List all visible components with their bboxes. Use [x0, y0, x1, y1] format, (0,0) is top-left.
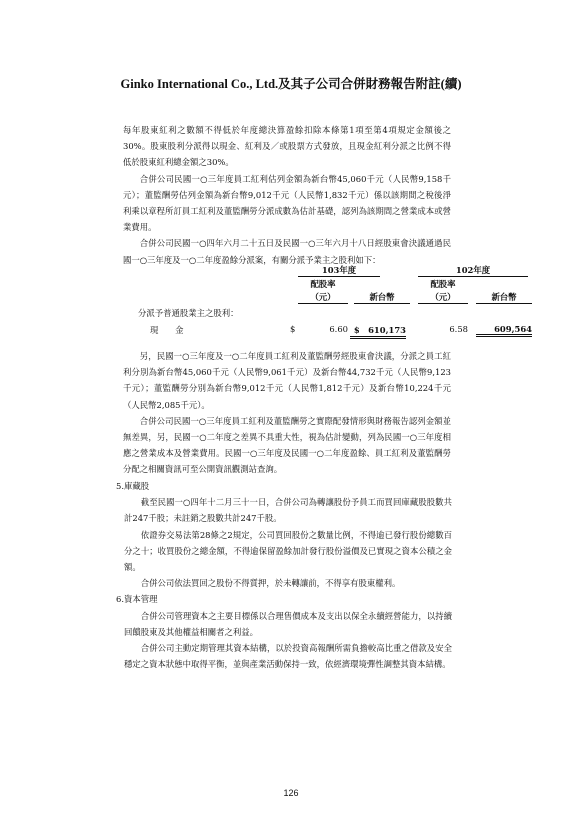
table-year-103: 103年度: [298, 264, 380, 277]
table-col-rate-102: 配股率: [430, 279, 456, 289]
text-block-middle: [123, 348, 451, 478]
paragraph-shareholder-resolution: 合併公司民國一○四年六月二十五日及民國一○三年六月十八日經股東會決議通過民國一○三年度及一○二年度盈餘分派案，有關分派予業主之股利如下：: [123, 238, 451, 265]
table-row-label: 分派予普通股業主之股利：: [138, 308, 239, 318]
section-5-heading: 5.庫藏股: [116, 481, 150, 491]
table-year-102: 102年度: [418, 264, 528, 277]
page-number: 126: [283, 788, 299, 798]
table-rate-103: 6.60: [329, 324, 348, 334]
table-amount-102: 609,564: [476, 324, 532, 337]
section-5-paragraph-1: 截至民國一○四年十二月三十一日，合併公司為轉讓股份予員工而買回庫藏股股數共計247千股；未註銷之股數共計247千股。: [124, 497, 452, 524]
table-rate-102: 6.58: [449, 324, 468, 334]
table-col-amount-103: 新台幣: [354, 291, 410, 304]
table-row-cash-label: 現 金: [150, 325, 184, 335]
table-col-rate-unit-103: （元）: [298, 291, 348, 304]
table-amount-103: $ 610,173: [350, 324, 406, 339]
paragraph-bonus-difference: 合併公司民國一○三年度員工紅利及董監酬勞之實際配發情形與財務報告認列金額並無差異，另，民國一○二年度之差異不具重大性，視為估計變動，列為民國一○三年度相應之營業成本及營業費用。民國一○三年度及民國一○二年度盈餘、員工紅利及董監酬勞分配之相關資訊可至公開資訊觀測站查詢。: [123, 415, 451, 475]
section-6-paragraph-1: 合併公司管理資本之主要目標係以合理售價成本及支出以保全永續經營能力，以持續回饋股東及其他權益相關者之利益。: [124, 610, 452, 637]
table-col-rate-103: 配股率: [310, 279, 336, 289]
page-header-title: Ginko International Co., Ltd.及其子公司合併財務報告附註(續): [120, 77, 462, 91]
section-treasury-stock: [116, 478, 452, 672]
paragraph-dividend-ratio: 每年股東紅利之數額不得低於年度總決算盈餘扣除本條第1項至第4項規定金額後之30%。股東股利分派得以現金、紅利及／或股票方式發放，且現金紅利分派之比例不得低於股東紅利總金額之30%。: [123, 125, 451, 168]
section-6-paragraph-2: 合併公司主動定期管理其資本結構，以於投資高報酬所需負擔較高比重之借款及安全穩定之資本狀態中取得平衡，並與產業活動保持一致，依經濟環境彈性調整其資本結構。: [124, 643, 452, 670]
section-6-heading: 6.資本管理: [116, 594, 158, 605]
table-currency-symbol: $: [290, 324, 296, 334]
paragraph-bonus-resolution: 另，民國一○三年度及一○二年度員工紅利及董監酬勞經股東會決議，分派之員工紅利分別為新台幣45,060千元（人民幣9,061千元）及新台幣44,732千元（人民幣9,123千元）；董監酬勞分別為新台幣9,012千元（人民幣1,812千元）及新台幣10,224千元（人民幣2,085千元）。: [123, 351, 451, 410]
paragraph-employee-bonus-estimate: 合併公司民國一○三年度員工紅利估列金額為新台幣45,060千元（人民幣9,158千元）；董監酬勞估列金額為新台幣9,012千元（人民幣1,832千元）係以該期間之稅後淨利乘以章程所訂員工紅利及董監酬勞分派成數為估計基礎，認列為該期間之營業成本或營業費用。: [123, 173, 451, 233]
section-5-paragraph-3: 合併公司依法買回之股份不得質押，於未轉讓前，不得享有股東權利。: [140, 578, 401, 589]
table-col-amount-102: 新台幣: [476, 291, 532, 304]
text-block-top: [123, 122, 451, 268]
table-col-rate-unit-102: （元）: [418, 291, 468, 304]
section-5-paragraph-2: 依證券交易法第28條之2規定，公司買回股份之數量比例，不得逾已發行股份總數百分之十；收買股份之總金額，不得逾保留盈餘加計發行股份溢價及已實現之資本公積之金額。: [124, 529, 452, 573]
